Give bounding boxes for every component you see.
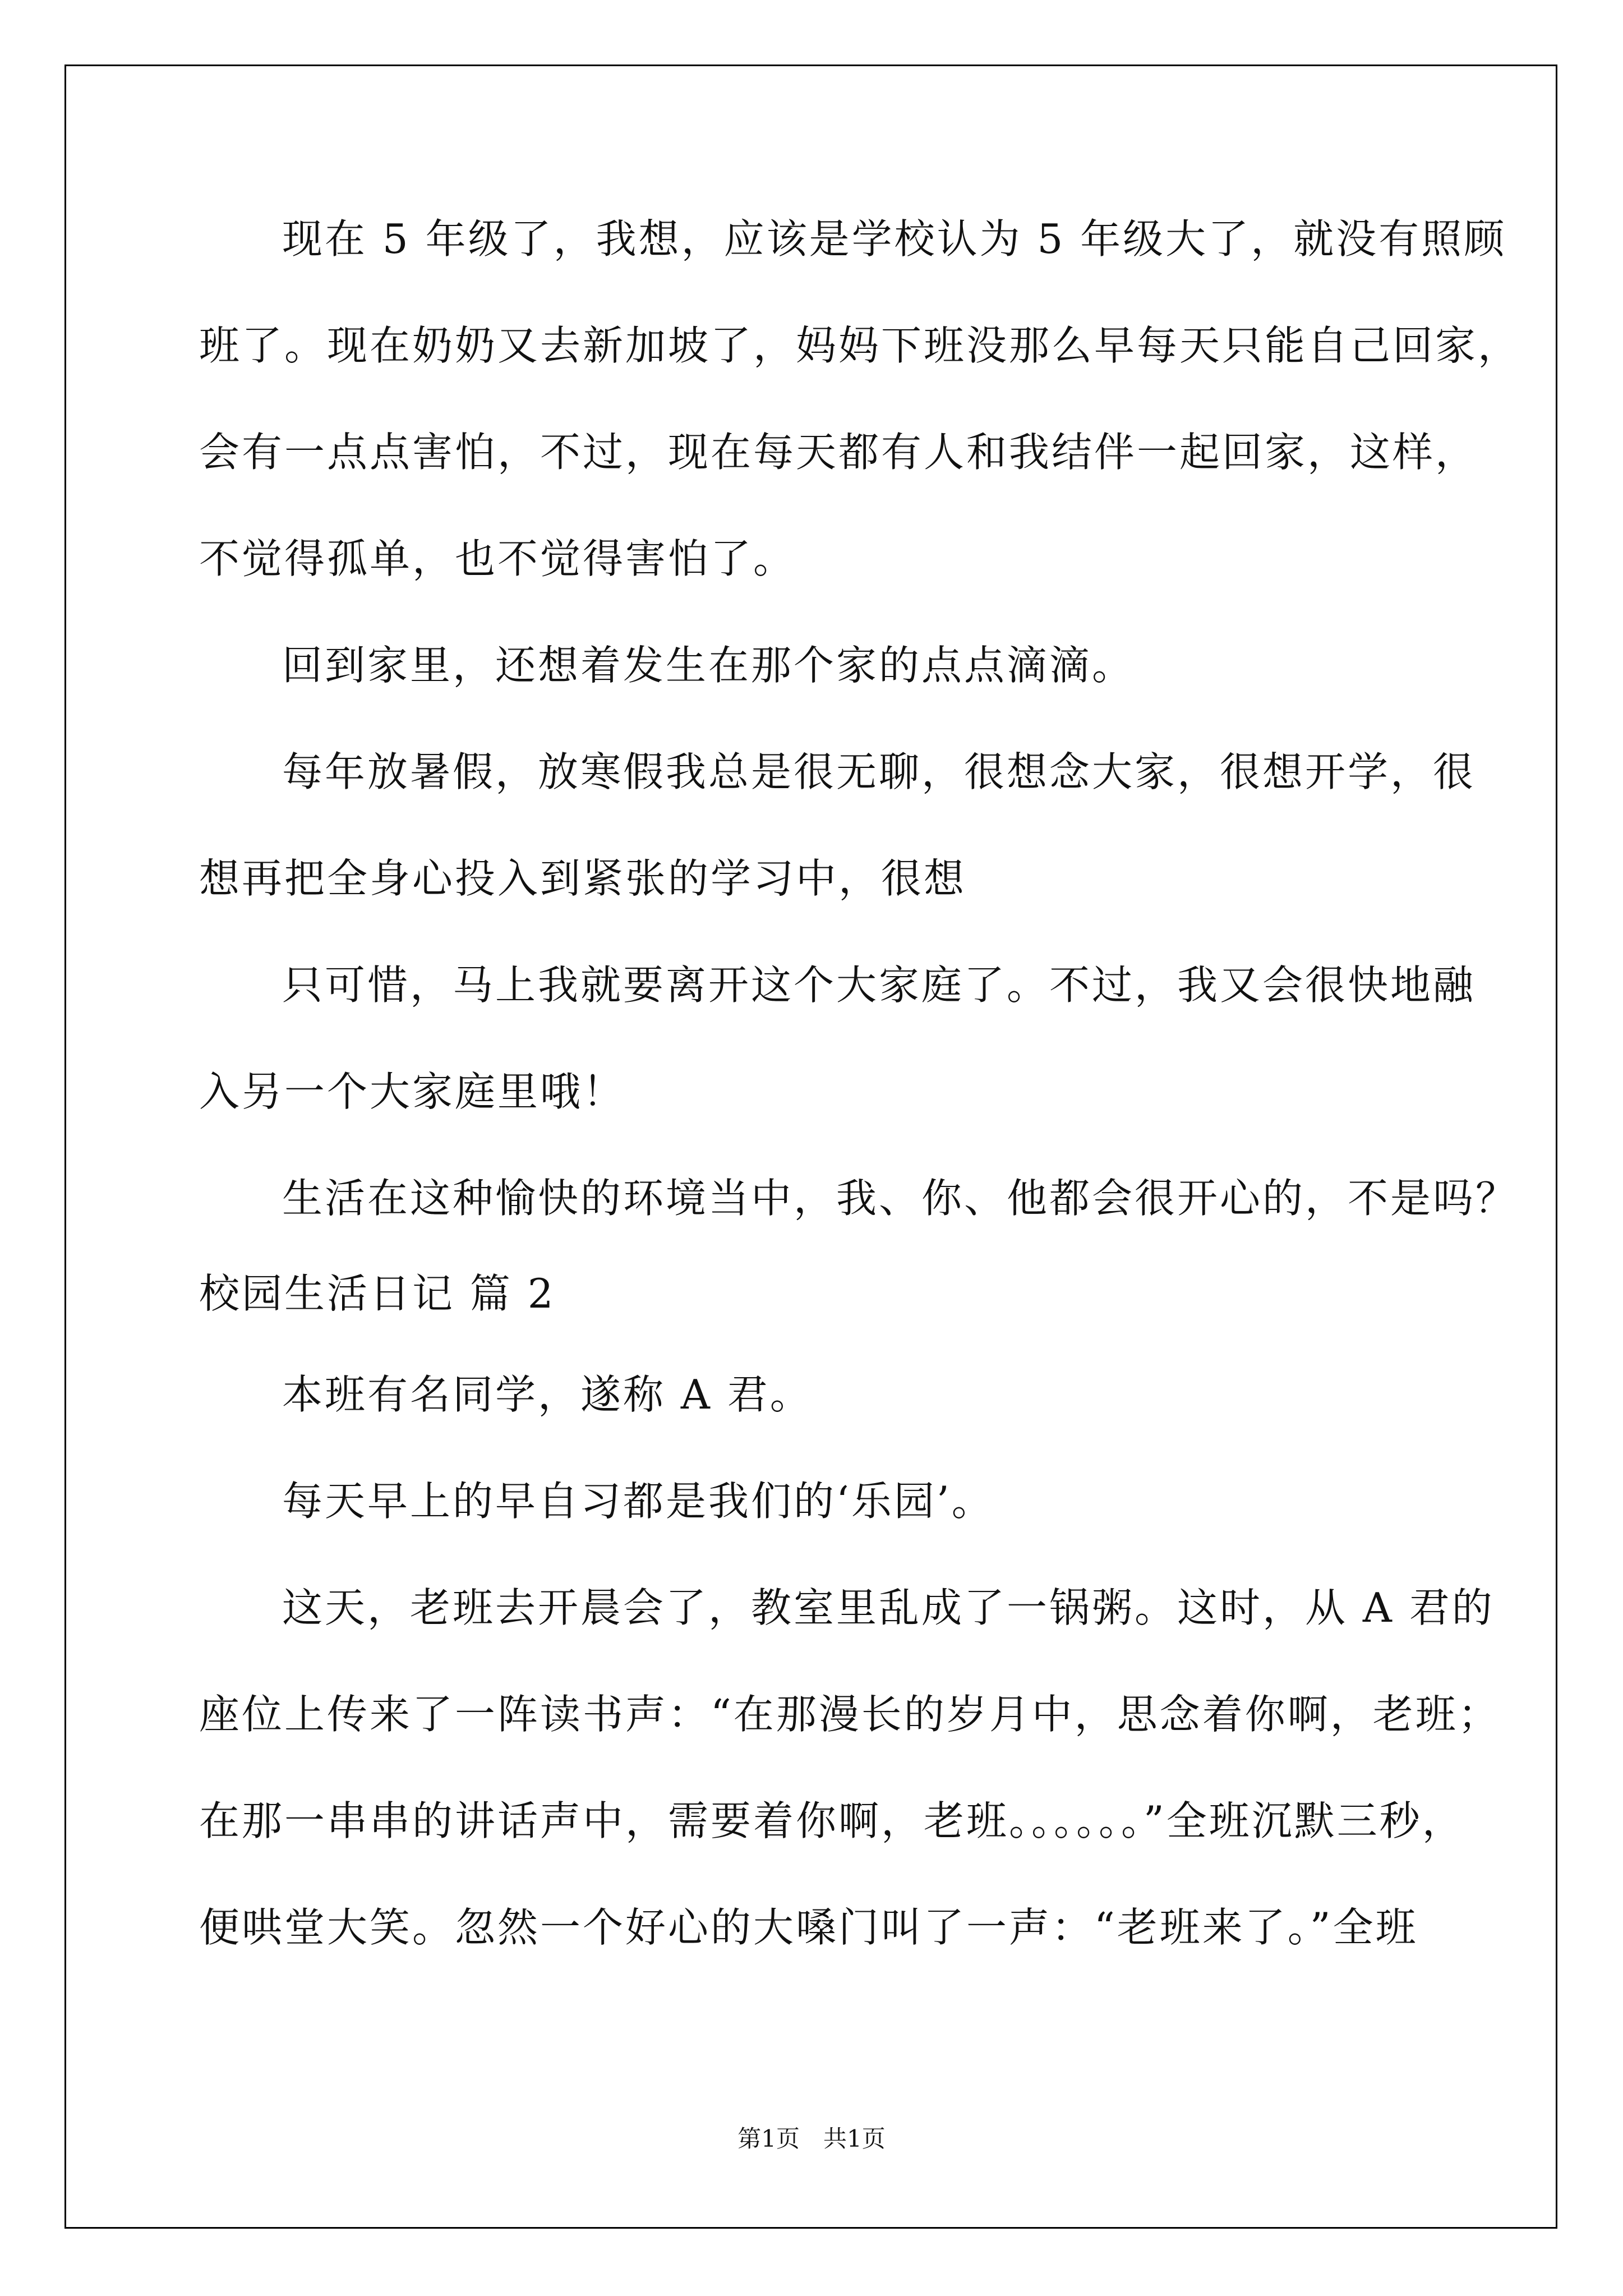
text-line: 每年放暑假，放寒假我总是很无聊，很想念大家，很想开学，很 bbox=[282, 748, 1476, 795]
text-line: 想再把全身心投入到紧张的学习中，很想 bbox=[199, 855, 967, 902]
text-line: 座位上传来了一阵读书声：“在那漫长的岁月中，思念着你啊，老班； bbox=[199, 1691, 1501, 1738]
text-line: 每天早上的早自习都是我们的‘乐园’。 bbox=[282, 1478, 994, 1525]
text-line: 班了。现在奶奶又去新加坡了，妈妈下班没那么早每天只能自己回家， bbox=[199, 322, 1521, 369]
section-heading: 校园生活日记 篇 2 bbox=[199, 1270, 556, 1317]
text-line: 回到家里，还想着发生在那个家的点点滴滴。 bbox=[282, 642, 1135, 689]
text-line: 这天，老班去开晨会了，教室里乱成了一锅粥。这时，从 A 君的 bbox=[282, 1584, 1495, 1631]
text-line: 只可惜，马上我就要离开这个大家庭了。不过，我又会很快地融 bbox=[282, 961, 1476, 1009]
text-line: 会有一点点害怕，不过，现在每天都有人和我结伴一起回家，这样， bbox=[199, 429, 1478, 476]
text-line: 便哄堂大笑。忽然一个好心的大嗓门叫了一声：“老班来了。”全班 bbox=[199, 1904, 1418, 1951]
text-line: 在那一串串的讲话声中，需要着你啊，老班。。。。。。”全班沉默三秒， bbox=[199, 1797, 1465, 1844]
page-footer: 第1页 共1页 bbox=[737, 2125, 886, 2152]
text-line: 入另一个大家庭里哦！ bbox=[199, 1068, 626, 1115]
text-line: 本班有名同学，遂称 A 君。 bbox=[282, 1371, 813, 1418]
text-line: 不觉得孤单，也不觉得害怕了。 bbox=[199, 535, 796, 582]
text-line: 生活在这种愉快的环境当中，我、你、他都会很开心的，不是吗？ bbox=[282, 1175, 1519, 1222]
text-line: 现在 5 年级了，我想，应该是学校认为 5 年级大了，就没有照顾 bbox=[282, 215, 1507, 263]
